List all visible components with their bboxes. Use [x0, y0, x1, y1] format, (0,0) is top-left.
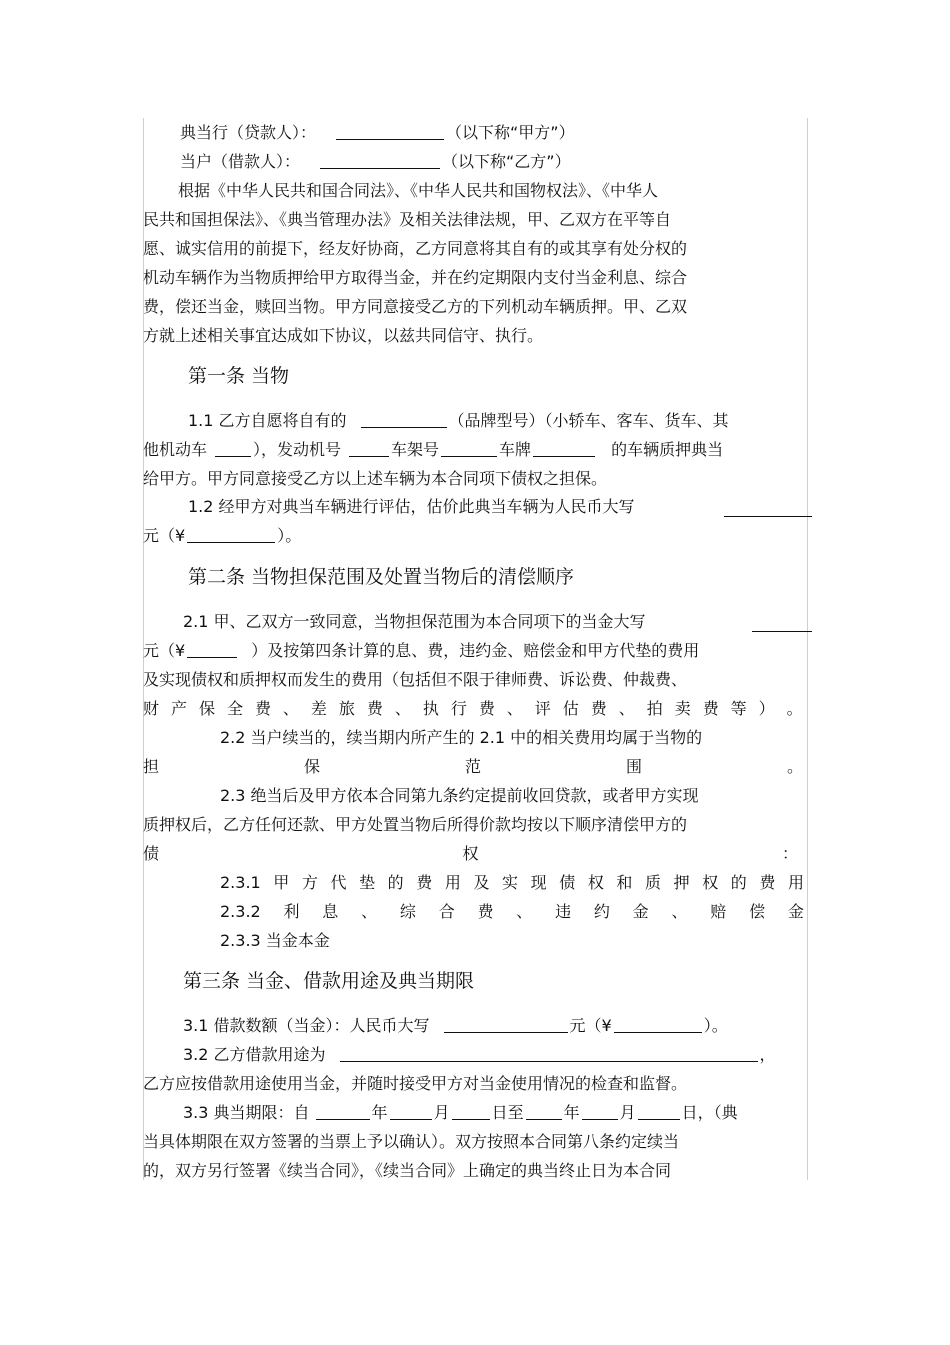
clause-1-1-line-3: 给甲方。甲方同意接受乙方以上述车辆为本合同项下债权之担保。: [143, 469, 608, 488]
article-2-title: 第二条 当物担保范围及处置当物后的清偿顺序: [188, 566, 575, 588]
end-year-blank: [526, 1103, 562, 1120]
plate-no-blank: [533, 440, 595, 457]
end-day-blank: [638, 1103, 680, 1120]
clause-3-2-line-1: 3.2 乙方借款用途为 ，: [183, 1045, 776, 1064]
principal-words-blank: [752, 615, 812, 632]
valuation-amount-blank: [187, 526, 275, 543]
start-month-blank: [390, 1103, 432, 1120]
preamble-line-3: 愿、诚实信用的前提下，经友好协商，乙方同意将其自有的或其享有处分权的: [143, 239, 688, 258]
frame-no-blank: [441, 440, 497, 457]
clause-2-3-2: 2.3.2 利 息 、 综 合 费 、 违 约 金 、 赔 偿 金: [220, 902, 804, 921]
clause-2-3-line-1: 2.3 绝当后及甲方依本合同第九条约定提前收回贷款，或者甲方实现: [220, 786, 699, 805]
valuation-words-blank: [724, 500, 812, 517]
clause-3-3-line-1: 3.3 典当期限：自 年 月 日至 年 月 日，（典: [183, 1103, 738, 1122]
preamble-line-5: 费，偿还当金，赎回当物。甲方同意接受乙方的下列机动车辆质押。甲、乙双: [143, 297, 688, 316]
pawnshop-line: 典当行（贷款人）： （以下称“甲方”）: [180, 123, 575, 142]
end-month-blank: [582, 1103, 618, 1120]
clause-1-1-line-2: 他机动车 ），发动机号 车架号 车牌 的车辆质押典当: [143, 440, 724, 459]
start-day-blank: [452, 1103, 490, 1120]
loan-words-blank: [444, 1016, 568, 1033]
principal-amount-blank: [187, 641, 237, 658]
clause-2-3-3: 2.3.3 当金本金: [220, 931, 330, 950]
clause-3-3-line-2: 当具体期限在双方签署的当票上予以确认）。双方按照本合同第八条约定续当: [143, 1132, 680, 1151]
article-1-title: 第一条 当物: [188, 365, 290, 387]
clause-2-3-line-2: 质押权后，乙方任何还款、甲方处置当物后所得价款均按以下顺序清偿甲方的: [143, 815, 688, 834]
loan-purpose-blank: [340, 1045, 758, 1062]
article-3-title: 第三条 当金、借款用途及典当期限: [183, 970, 475, 992]
borrower-line: 当户（借款人）： （以下称“乙方”）: [180, 152, 571, 171]
clause-3-3-line-3: 的，双方另行签署《续当合同》，《续当合同》上确定的典当终止日为本合同: [143, 1161, 672, 1180]
clause-2-1-line-1: 2.1 甲、乙双方一致同意，当物担保范围为本合同项下的当金大写: [183, 612, 646, 631]
clause-2-1-line-2: 元（¥ ）及按第四条计算的息、费，违约金、赔偿金和甲方代垫的费用: [143, 641, 700, 660]
clause-2-3-line-3: 债 权 ：: [143, 844, 798, 863]
clause-3-2-line-2: 乙方应按借款用途使用当金，并随时接受甲方对当金使用情况的检查和监督。: [143, 1074, 688, 1093]
pawnshop-blank: [336, 123, 444, 140]
loan-amount-blank: [614, 1016, 702, 1033]
right-border-line: [807, 118, 808, 1180]
brand-model-blank: [361, 411, 447, 428]
preamble-line-1: 根据《中华人民共和国合同法》、《中华人民共和国物权法》、《中华人: [178, 181, 659, 200]
preamble-line-6: 方就上述相关事宜达成如下协议，以兹共同信守、执行。: [143, 326, 544, 345]
clause-1-2-line-1: 1.2 经甲方对典当车辆进行评估，估价此典当车辆为人民币大写: [188, 497, 635, 516]
preamble-line-4: 机动车辆作为当物质押给甲方取得当金，并在约定期限内支付当金利息、综合: [143, 268, 688, 287]
preamble-line-2: 民共和国担保法》、《典当管理办法》及相关法律法规，甲、乙双方在平等自: [143, 210, 672, 229]
engine-no-blank: [349, 440, 389, 457]
clause-2-2-line-1: 2.2 当户续当的，续当期内所产生的 2.1 中的相关费用均属于当物的: [220, 728, 703, 747]
clause-1-1-line-1: 1.1 乙方自愿将自有的 （品牌型号）（小轿车、客车、货车、其: [188, 411, 729, 430]
clause-3-1: 3.1 借款数额（当金）：人民币大写 元（¥ ）。: [183, 1016, 728, 1035]
clause-2-1-line-3: 及实现债权和质押权而发生的费用（包括但不限于律师费、诉讼费、仲裁费、: [143, 670, 688, 689]
clause-2-2-line-2: 担 保 范 围 。: [143, 757, 803, 776]
start-year-blank: [316, 1103, 370, 1120]
clause-1-2-line-2: 元（¥ ）。: [143, 526, 302, 545]
clause-2-3-1: 2.3.1 甲 方 代 垫 的 费 用 及 实 现 债 权 和 质 押 权 的 费 用: [220, 873, 804, 892]
borrower-blank: [320, 152, 440, 169]
other-vehicle-blank: [215, 440, 251, 457]
clause-2-1-line-4: 财 产 保 全 费 、 差 旅 费 、 执 行 费 、 评 估 费 、 拍 卖 费 等 ） 。: [143, 699, 803, 718]
